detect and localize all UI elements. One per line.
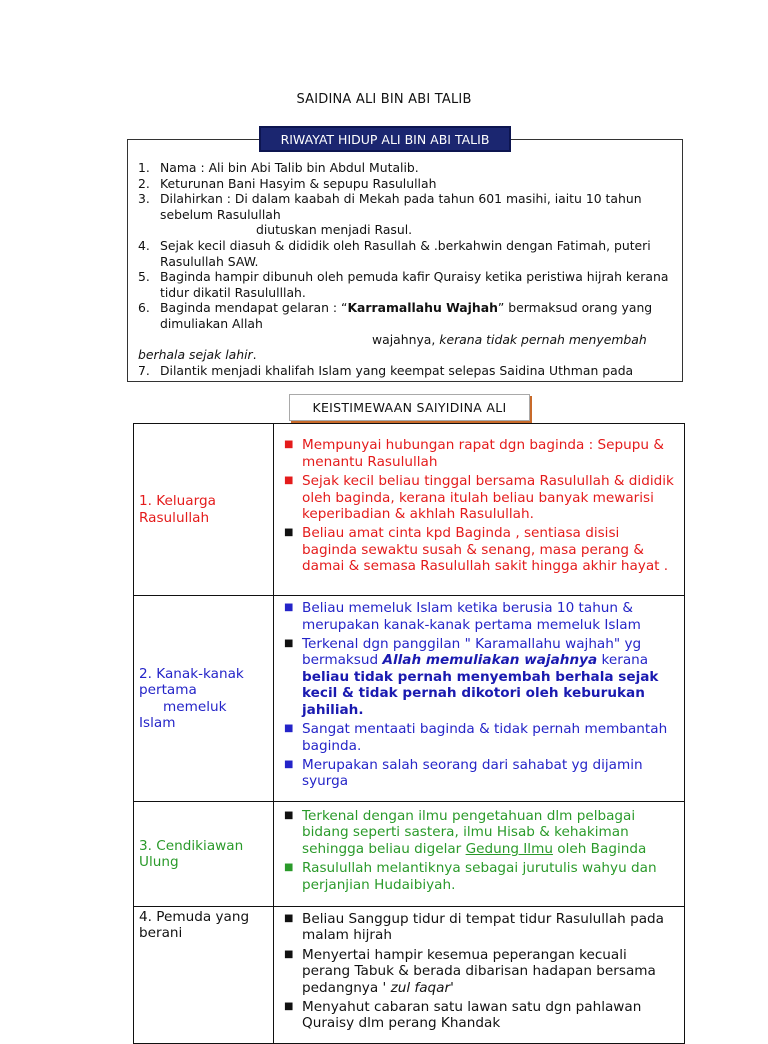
bio-item-number: 2. <box>138 175 150 191</box>
bio-item-text-cont <box>160 332 673 348</box>
biography-header: RIWAYAT HIDUP ALI BIN ABI TALIB <box>259 126 511 152</box>
list-item <box>278 437 678 470</box>
category-cell <box>134 907 274 1044</box>
category-label: Islam <box>139 714 176 731</box>
biography-box <box>127 139 683 382</box>
list-item <box>278 721 678 754</box>
bullet-icon: ■ <box>284 475 294 487</box>
page-title: SAIDINA ALI BIN ABI TALIB <box>296 92 472 107</box>
point-text: Merupakan salah seorang dari sahabat yg dijamin syurga <box>302 756 643 790</box>
points-cell <box>274 802 685 907</box>
features-table <box>133 423 685 1044</box>
category-label: 2. Kanak-kanak pertama <box>139 665 244 699</box>
point-text: Mempunyai hubungan rapat dgn baginda : Sepupu & menantu Rasulullah <box>302 437 664 470</box>
point-text: Menyertai hampir kesemua peperangan kecuali perang Tabuk & berada dibarisan hadapan bersama pedangnya ' <box>302 946 656 996</box>
point-text: Menyahut cabaran satu lawan satu dgn pahlawan Quraisy dlm perang Khandak <box>302 999 642 1032</box>
bio-item-italic: kerana tidak pernah menyembah <box>439 331 647 347</box>
list-item <box>278 860 678 893</box>
bio-item-number: 6. <box>138 300 150 316</box>
bio-item-text-cont: diutuskan menjadi Rasul. <box>256 222 413 238</box>
bio-item-1 <box>138 160 673 176</box>
bullet-icon: ■ <box>284 913 294 924</box>
points-list <box>278 437 678 574</box>
bio-item-text: Dilahirkan : Di dalam kaabah di Mekah pada tahun 601 masihi, iaitu 10 tahun sebelum Rasulullah <box>160 191 642 222</box>
points-list <box>278 600 678 789</box>
list-item <box>278 473 678 522</box>
bullet-icon: ■ <box>284 862 294 874</box>
points-cell <box>274 424 685 596</box>
bullet-icon: ■ <box>284 723 294 735</box>
list-item <box>278 911 678 944</box>
category-label: memeluk <box>163 698 227 715</box>
bio-item-number: 4. <box>138 237 150 253</box>
biography-list <box>138 160 673 378</box>
bio-item-number: 1. <box>138 160 150 175</box>
bio-item-text: ” bermaksud orang yang dimuliakan Allah <box>160 300 653 331</box>
bio-item-2 <box>138 176 673 192</box>
bio-item-5 <box>138 269 673 300</box>
bio-item-text: . <box>252 347 257 363</box>
bio-item-italic: berhala sejak lahir <box>138 347 253 363</box>
bio-item-text: Sejak kecil diasuh & dididik oleh Rasullah & .berkahwin dengan Fatimah, puteri Rasulullah SAW. <box>160 237 651 269</box>
bio-item-number: 3. <box>138 191 150 207</box>
category-cell <box>134 596 274 802</box>
points-list <box>278 911 678 1032</box>
bullet-icon: ■ <box>284 638 294 650</box>
bio-item-6 <box>138 300 673 362</box>
point-emphasis: Allah memuliakan wajahnya <box>382 652 598 669</box>
bullet-icon: ■ <box>284 758 294 770</box>
bio-item-7 <box>138 363 673 379</box>
table-row <box>134 424 685 596</box>
bio-item-emphasis: Karramallahu Wajhah <box>347 300 498 316</box>
point-text: Beliau amat cinta kpd Baginda , sentiasa disisi baginda sewaktu susah & senang, masa perang & damai & semasa Rasulullah sakit hingga akhir hayat . <box>302 525 669 575</box>
table-row <box>134 596 685 802</box>
points-list <box>278 808 678 893</box>
points-cell <box>274 907 685 1044</box>
list-item <box>278 636 678 718</box>
bullet-icon: ■ <box>284 948 294 960</box>
point-text: kerana <box>597 652 649 669</box>
bullet-icon: ■ <box>284 439 294 451</box>
bio-item-text: Dilantik menjadi khalifah Islam yang keempat selepas Saidina Uthman pada <box>160 362 634 378</box>
bullet-icon: ■ <box>284 527 294 539</box>
category-cell <box>134 802 274 907</box>
list-item <box>278 525 678 574</box>
bio-item-text: Baginda hampir dibunuh oleh pemuda kafir Quraisy ketika peristiwa hijrah kerana tidur dikatil Rasululllah. <box>160 269 669 300</box>
bio-item-text: wajahnya, <box>372 331 440 347</box>
table-row <box>134 802 685 907</box>
features-header: KEISTIMEWAAN SAIYIDINA ALI <box>289 394 530 421</box>
bio-item-number: 7. <box>138 362 150 378</box>
category-label: 4. Pemuda yang berani <box>139 909 250 942</box>
point-text: oleh Baginda <box>552 840 647 857</box>
bio-item-text: Baginda mendapat gelaran : “ <box>160 300 348 316</box>
category-label: 1. Keluarga Rasulullah <box>139 493 216 526</box>
point-text: Beliau Sanggup tidur di tempat tidur Rasulullah pada malam hijrah <box>302 911 665 944</box>
bio-item-text: Nama : Ali bin Abi Talib bin Abdul Mutalib. <box>160 160 419 175</box>
bio-item-text-cont <box>138 347 673 363</box>
point-underline: Gedung Ilmu <box>465 840 553 857</box>
list-item <box>278 947 678 996</box>
bio-item-text: Keturunan Bani Hasyim & sepupu Rasulullah <box>160 175 437 191</box>
points-cell <box>274 596 685 802</box>
point-text: Terkenal dgn panggilan " Karamallahu wajhah" yg bermaksud <box>302 636 642 669</box>
list-item <box>278 999 678 1032</box>
bio-item-4 <box>138 238 673 269</box>
bio-item-number: 5. <box>138 269 150 285</box>
category-cell <box>134 424 274 596</box>
point-text: Sejak kecil beliau tinggal bersama Rasulullah & dididik oleh baginda, kerana itulah beliau banyak mewarisi keperibadian & akhlah Rasulullah. <box>302 473 674 522</box>
point-italic: zul faqar <box>386 979 451 996</box>
point-text: Sangat mentaati baginda & tidak pernah membantah baginda. <box>302 721 668 754</box>
point-text: Beliau memeluk Islam ketika berusia 10 tahun & merupakan kanak-kanak pertama memeluk Islam <box>302 600 641 633</box>
point-text: Rasulullah melantiknya sebagai jurutulis wahyu dan perjanjian Hudaibiyah. <box>302 860 657 893</box>
category-label: 3. Cendikiawan Ulung <box>139 837 244 870</box>
list-item <box>278 600 678 633</box>
bio-item-3 <box>138 191 673 238</box>
bullet-icon: ■ <box>284 602 294 614</box>
bullet-icon: ■ <box>284 1001 294 1013</box>
list-item <box>278 757 678 790</box>
point-text: Terkenal dengan ilmu pengetahuan dlm pelbagai bidang seperti sastera, ilmu Hisab & kehakiman sehingga beliau digelar <box>302 807 636 857</box>
point-text: ' <box>450 979 454 996</box>
point-emphasis: beliau tidak pernah menyembah berhala sejak kecil & tidak pernah dikotori oleh keburukan jahiliah. <box>302 668 659 718</box>
bullet-icon: ■ <box>284 809 294 821</box>
table-row <box>134 907 685 1044</box>
list-item <box>278 808 678 857</box>
